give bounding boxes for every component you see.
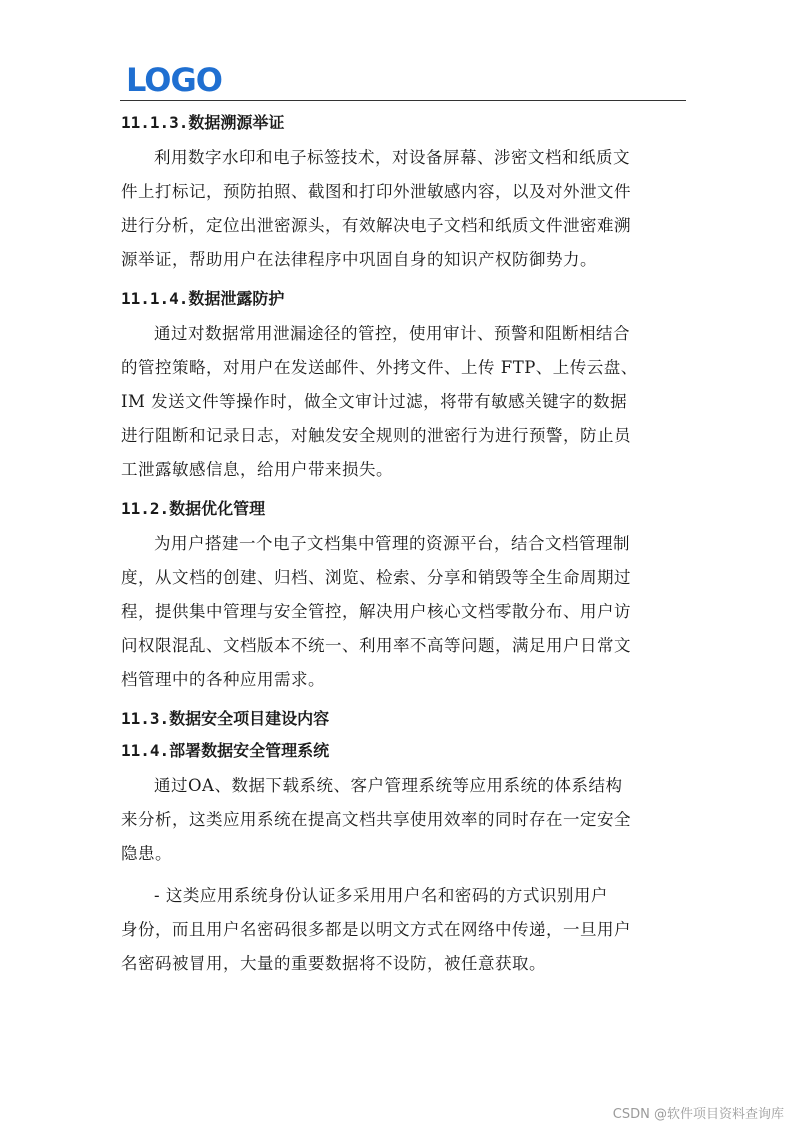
paragraph-deploy-system (121, 769, 686, 871)
text-line: 通过OA、数据下载系统、客户管理系统等应用系统的体系结构 (154, 776, 623, 795)
csdn-watermark: CSDN @软件项目资料查询库 (612, 1107, 784, 1122)
text-line: 隐患。 (121, 844, 172, 863)
header-divider (120, 100, 686, 101)
text-line: 度，从文档的创建、归档、浏览、检索、分享和销毁等全生命周期过 (121, 568, 631, 587)
text-line: 通过对数据常用泄漏途径的管控，使用审计、预警和阻断相结合 (154, 324, 630, 343)
section-heading-11-2: 11.2.数据优化管理 (121, 499, 266, 518)
text-line: 的管控策略，对用户在发送邮件、外拷文件、上传 FTP、上传云盘、 (121, 358, 638, 377)
text-line: 名密码被冒用，大量的重要数据将不设防，被任意获取。 (121, 954, 546, 973)
logo-text: LOGO (126, 62, 222, 96)
text-line: 工泄露敏感信息，给用户带来损失。 (121, 460, 393, 479)
text-line: 为用户搭建一个电子文档集中管理的资源平台，结合文档管理制 (154, 534, 630, 553)
text-line: 档管理中的各种应用需求。 (121, 670, 325, 689)
text-line: 利用数字水印和电子标签技术，对设备屏幕、涉密文档和纸质文 (154, 148, 630, 167)
bullet-line: - 这类应用系统身份认证多采用用户名和密码的方式识别用户 (154, 886, 608, 905)
text-line: IM 发送文件等操作时，做全文审计过滤，将带有敏感关键字的数据 (121, 392, 628, 411)
text-line: 件上打标记，预防拍照、截图和打印外泄敏感内容，以及对外泄文件 (121, 182, 631, 201)
text-line: 来分析，这类应用系统在提高文档共享使用效率的同时存在一定安全 (121, 810, 631, 829)
text-line: 问权限混乱、文档版本不统一、利用率不高等问题，满足用户日常文 (121, 636, 631, 655)
paragraph-data-tracing (121, 141, 686, 277)
document-body (121, 103, 686, 981)
paragraph-leak-prevention (121, 317, 686, 487)
text-line: 进行阻断和记录日志，对触发安全规则的泄密行为进行预警，防止员 (121, 426, 631, 445)
text-line: 程，提供集中管理与安全管控，解决用户核心文档零散分布、用户访 (121, 602, 631, 621)
section-heading-11-4: 11.4.部署数据安全管理系统 (121, 741, 330, 760)
text-line: 身份，而且用户名密码很多都是以明文方式在网络中传递，一旦用户 (121, 920, 631, 939)
text-line: 源举证，帮助用户在法律程序中巩固自身的知识产权防御势力。 (121, 250, 597, 269)
section-heading-11-3: 11.3.数据安全项目建设内容 (121, 709, 330, 728)
company-logo (126, 62, 226, 96)
paragraph-bullet-auth (121, 879, 686, 981)
text-line: 进行分析，定位出泄密源头，有效解决电子文档和纸质文件泄密难溯 (121, 216, 631, 235)
paragraph-optimization (121, 527, 686, 697)
section-heading-11-1-4: 11.1.4.数据泄露防护 (121, 289, 285, 308)
section-heading-11-1-3: 11.1.3.数据溯源举证 (121, 113, 285, 132)
